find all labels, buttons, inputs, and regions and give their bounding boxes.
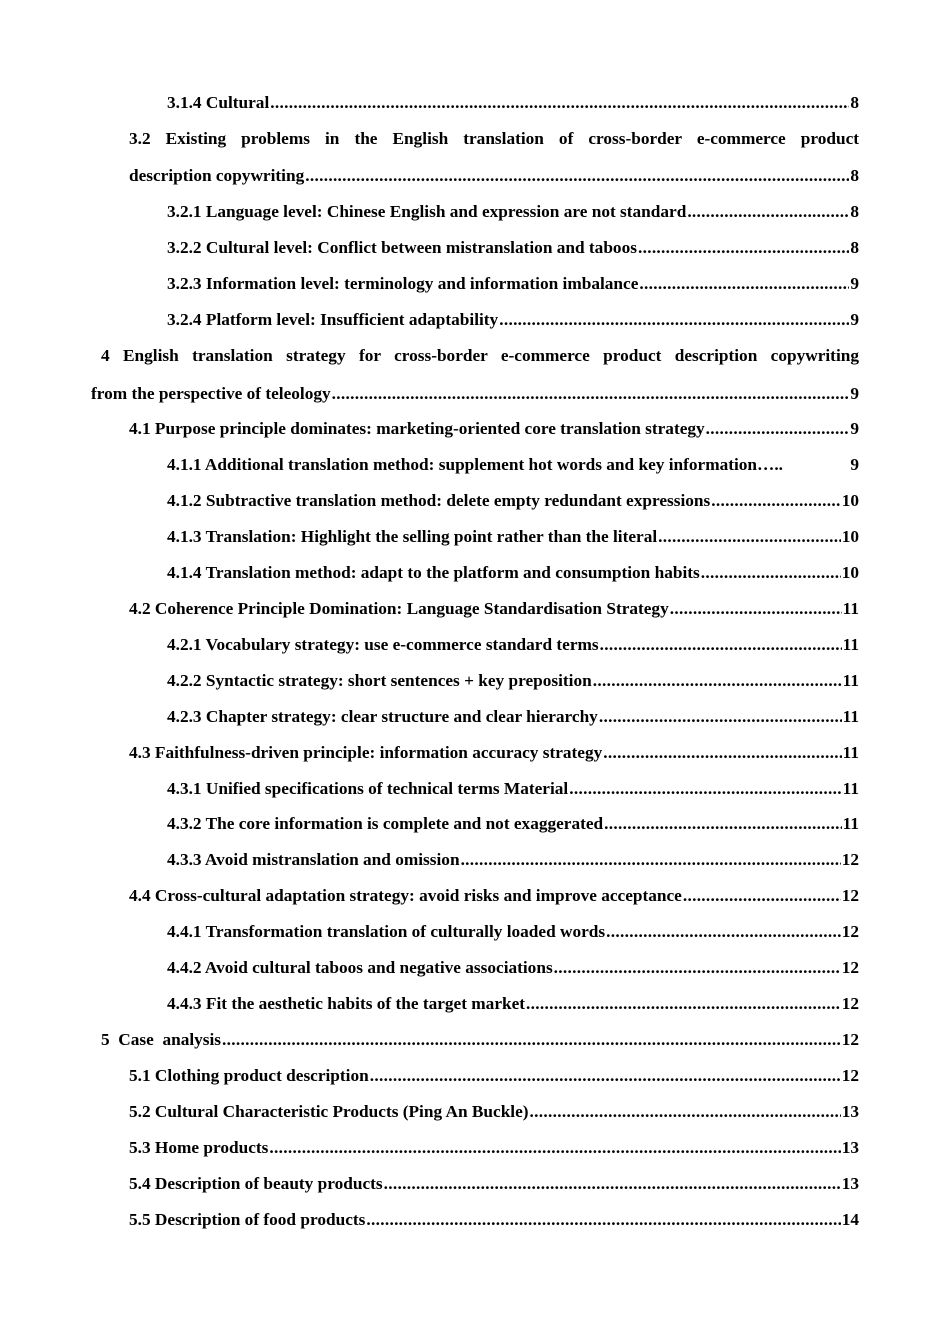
dot-leader xyxy=(222,1029,841,1051)
toc-entry[interactable] xyxy=(167,490,859,512)
toc-entry-title: 4.3.1 Unified specifications of technical terms Material xyxy=(167,779,569,798)
toc-page-number: 13 xyxy=(841,1174,859,1193)
toc-entry[interactable] xyxy=(167,849,859,871)
dot-leader xyxy=(270,92,849,114)
dot-leader xyxy=(526,993,841,1015)
toc-page-number: 10 xyxy=(841,563,859,582)
toc-entry[interactable] xyxy=(167,92,859,114)
toc-entry[interactable] xyxy=(101,1029,859,1051)
toc-page-number: 11 xyxy=(842,707,859,726)
toc-entry[interactable] xyxy=(167,634,859,656)
toc-page-number: 13 xyxy=(841,1102,859,1121)
toc-entry[interactable] xyxy=(167,562,859,584)
dot-leader xyxy=(569,778,841,800)
toc-entry-title: 3.2.4 Platform level: Insufficient adaptability xyxy=(167,310,499,329)
toc-entry-title: 4.2.2 Syntactic strategy: short sentences + key preposition xyxy=(167,671,592,690)
toc-entry-title: 4.2 Coherence Principle Domination: Language Standardisation Strategy xyxy=(129,599,669,618)
toc-entry-title: 3.2.2 Cultural level: Conflict between mistranslation and taboos xyxy=(167,238,637,257)
toc-entry-title: 5.2 Cultural Characteristic Products (Ping An Buckle) xyxy=(129,1102,529,1121)
toc-page-number: 9 xyxy=(850,274,859,293)
dot-leader xyxy=(370,1065,841,1087)
toc-entry-title: 4.4.1 Transformation translation of culturally loaded words xyxy=(167,922,606,941)
toc-page-number: 12 xyxy=(841,1066,859,1085)
toc-entry[interactable] xyxy=(167,670,859,692)
toc-entry-title: 5.1 Clothing product description xyxy=(129,1066,369,1085)
dot-leader xyxy=(603,742,841,764)
toc-entry-title: 4.1.2 Subtractive translation method: delete empty redundant expressions xyxy=(167,491,711,510)
toc-page-number: 11 xyxy=(842,671,859,690)
toc-page-number: 8 xyxy=(850,166,859,185)
toc-entry-title: 3.2.1 Language level: Chinese English and expression are not standard xyxy=(167,202,687,221)
toc-entry-title-line1: 3.2 Existing problems in the English translation of cross-border e-commerce product xyxy=(129,129,859,148)
toc-entry[interactable] xyxy=(167,237,859,259)
toc-entry[interactable] xyxy=(167,273,859,295)
toc-entry[interactable] xyxy=(129,128,859,187)
toc-entry[interactable] xyxy=(129,418,859,440)
dot-leader xyxy=(384,1173,841,1195)
dot-leader xyxy=(366,1209,840,1231)
dot-leader xyxy=(593,670,842,692)
toc-entry-title: 4.3 Faithfulness-driven principle: information accuracy strategy xyxy=(129,743,603,762)
toc-page-number: 9 xyxy=(850,310,859,329)
toc-page-number: 11 xyxy=(842,635,859,654)
toc-page-number: 12 xyxy=(841,922,859,941)
toc-page-number: 11 xyxy=(842,814,859,833)
toc-entry[interactable] xyxy=(167,309,859,331)
toc-entry[interactable] xyxy=(91,345,859,405)
toc-page-number: 9 xyxy=(850,384,859,403)
toc-page-number: 12 xyxy=(841,958,859,977)
toc-entry-title: 4.2.1 Vocabulary strategy: use e-commerce standard terms xyxy=(167,635,599,654)
dot-leader xyxy=(530,1101,841,1123)
toc-entry[interactable] xyxy=(129,1065,859,1087)
toc-entry-title: 4.4.3 Fit the aesthetic habits of the target market xyxy=(167,994,526,1013)
toc-entry-title: 4.2.3 Chapter strategy: clear structure and clear hierarchy xyxy=(167,707,598,726)
dot-leader xyxy=(670,598,842,620)
toc-entry[interactable] xyxy=(129,598,859,620)
toc-entry-title: 4.3.3 Avoid mistranslation and omission xyxy=(167,850,460,869)
toc-entry-title: 4.4.2 Avoid cultural taboos and negative associations xyxy=(167,958,553,977)
toc-page-number: 11 xyxy=(842,779,859,798)
toc-entry-title: 4.1.3 Translation: Highlight the selling point rather than the literal xyxy=(167,527,658,546)
toc-entry-title: 5.5 Description of food products xyxy=(129,1210,366,1229)
toc-page-number: 9 xyxy=(850,455,859,474)
toc-page-number: 9 xyxy=(850,419,859,438)
toc-page-number: 8 xyxy=(850,93,859,112)
dot-leader xyxy=(604,813,842,835)
dot-leader xyxy=(305,165,849,187)
toc-page-number: 10 xyxy=(841,491,859,510)
toc-entry[interactable] xyxy=(167,778,859,800)
toc-entry[interactable] xyxy=(129,885,859,907)
toc-page-number: 11 xyxy=(842,743,859,762)
toc-entry-title: from the perspective of teleology xyxy=(91,384,331,403)
dot-leader xyxy=(638,237,849,259)
toc-entry[interactable] xyxy=(129,1209,859,1231)
dot-leader xyxy=(687,201,849,223)
toc-entry-title: 4.1 Purpose principle dominates: marketing-oriented core translation strategy xyxy=(129,419,705,438)
toc-entry[interactable] xyxy=(167,201,859,223)
dot-leader xyxy=(706,418,850,440)
dot-leader xyxy=(499,309,849,331)
toc-entry[interactable] xyxy=(167,454,859,476)
toc-page-number: 12 xyxy=(841,994,859,1013)
toc-entry-title: description copywriting xyxy=(129,166,305,185)
toc-entry-title: 4.1.4 Translation method: adapt to the platform and consumption habits xyxy=(167,563,700,582)
toc-entry[interactable] xyxy=(129,1173,859,1195)
dot-leader xyxy=(701,562,841,584)
toc-entry[interactable] xyxy=(129,1101,859,1123)
dot-leader xyxy=(683,885,841,907)
dot-leader xyxy=(554,957,841,979)
toc-page-number: 8 xyxy=(850,238,859,257)
dot-leader xyxy=(461,849,841,871)
toc-entry-title: 3.2.3 Information level: terminology and information imbalance xyxy=(167,274,639,293)
toc-entry[interactable] xyxy=(167,813,859,835)
toc-page-number: 12 xyxy=(841,850,859,869)
dot-leader xyxy=(332,383,850,405)
toc-entry[interactable] xyxy=(129,742,859,764)
toc-entry-title: 4.1.1 Additional translation method: supplement hot words and key information….. xyxy=(167,455,783,474)
toc-page-number: 12 xyxy=(841,1030,859,1049)
dot-leader xyxy=(600,634,842,656)
dot-leader xyxy=(639,273,849,295)
toc-entry-title: 5.3 Home products xyxy=(129,1138,269,1157)
toc-entry[interactable] xyxy=(167,706,859,728)
toc-page-number: 12 xyxy=(841,886,859,905)
dot-leader xyxy=(711,490,840,512)
toc-entry-title: 5 Case analysis xyxy=(101,1030,222,1049)
toc-entry-title: 4.3.2 The core information is complete and not exaggerated xyxy=(167,814,604,833)
dot-leader xyxy=(606,921,841,943)
toc-page-number: 14 xyxy=(841,1210,859,1229)
toc-entry-title: 5.4 Description of beauty products xyxy=(129,1174,383,1193)
toc-entry-title-line1: 4 English translation strategy for cross-border e-commerce product description copywriting xyxy=(101,346,859,365)
dot-leader xyxy=(599,706,842,728)
toc-page-number: 13 xyxy=(841,1138,859,1157)
toc-page-number: 11 xyxy=(842,599,859,618)
toc-entry[interactable] xyxy=(129,1137,859,1159)
toc-entry[interactable] xyxy=(167,993,859,1015)
toc-entry-title: 3.1.4 Cultural xyxy=(167,93,270,112)
toc-entry[interactable] xyxy=(167,957,859,979)
toc-page-number: 8 xyxy=(850,202,859,221)
toc-entry[interactable] xyxy=(167,526,859,548)
dot-leader xyxy=(269,1137,840,1159)
toc-page-number: 10 xyxy=(841,527,859,546)
toc-entry[interactable] xyxy=(167,921,859,943)
dot-leader xyxy=(658,526,841,548)
toc-entry-title: 4.4 Cross-cultural adaptation strategy: avoid risks and improve acceptance xyxy=(129,886,682,905)
